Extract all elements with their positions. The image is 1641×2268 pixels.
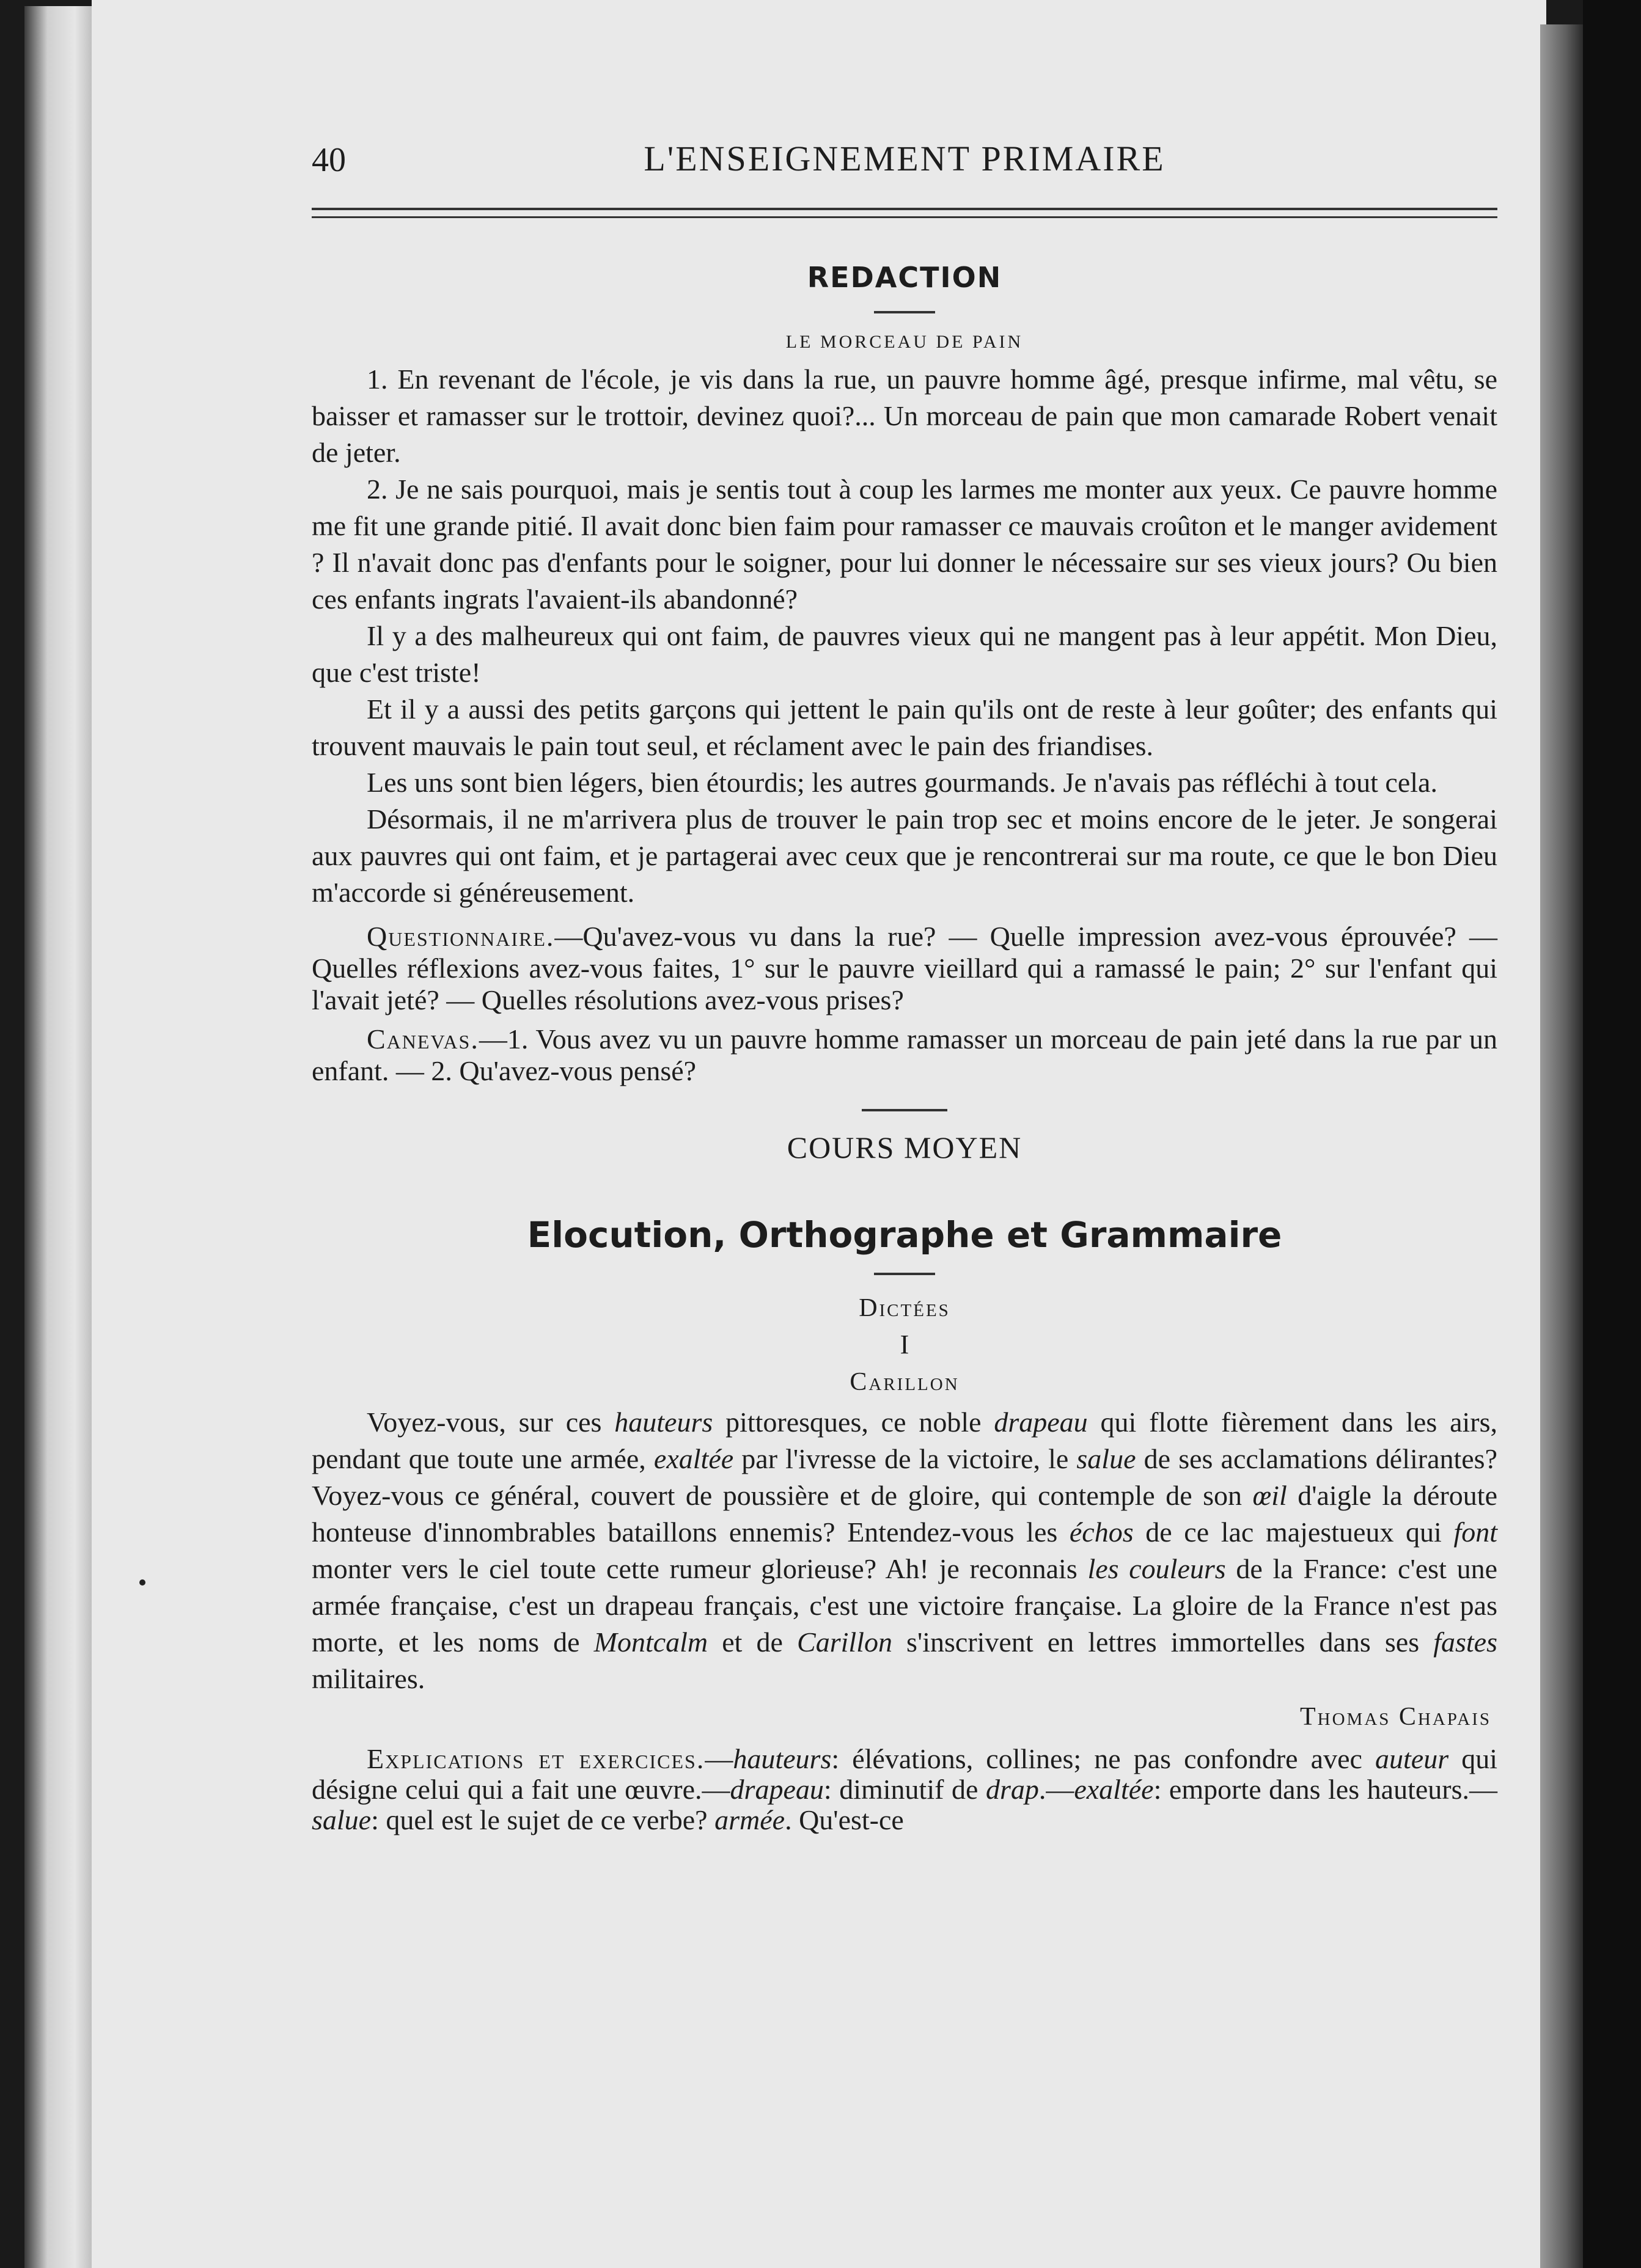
questionnaire-text: —Qu'avez-vous vu dans la rue? — Quelle impression avez-vous éprouvée? — Quelles réflexions avez-vous faites, 1° sur le pauvre vieillard qui a ramassé le pain; 2° sur l'enfant qui l'avait jeté? — Quelles résolutions avez-vous prises? bbox=[312, 921, 1497, 1015]
text-run: d'aigle la déroute honteuse d'innombrables bataillons ennemis? Entendez-vous les bbox=[312, 1480, 1497, 1548]
dictees-label: Dictées bbox=[859, 1294, 950, 1322]
emphasis: Montcalm bbox=[593, 1626, 708, 1658]
page-gutter-shadow bbox=[1540, 24, 1583, 2268]
ink-speck bbox=[139, 1579, 145, 1586]
emphasis: font bbox=[1453, 1516, 1498, 1548]
emphasis: échos bbox=[1069, 1516, 1134, 1548]
paragraph: Et il y a aussi des petits garçons qui jettent le pain qu'ils ont de reste à leur goûter; des enfants qui trouvent mauvais le pain tout seul, et réclament avec le pain des friandises. bbox=[312, 693, 1497, 761]
divider bbox=[874, 311, 935, 313]
emphasis: les couleurs bbox=[1087, 1553, 1226, 1584]
canevas-label: Canevas. bbox=[367, 1023, 479, 1055]
dictee-title: Carillon bbox=[850, 1368, 960, 1396]
text-run: — bbox=[705, 1743, 733, 1774]
canevas bbox=[312, 1023, 1497, 1087]
canevas-text: —1. Vous avez vu un pauvre homme ramasser un morceau de pain jeté dans la rue par un enfant. — 2. Qu'avez-vous pensé? bbox=[312, 1023, 1497, 1086]
page-content bbox=[312, 128, 1497, 1835]
paragraph: 2. Je ne sais pourquoi, mais je sentis tout à coup les larmes me monter aux yeux. Ce pauvre homme me fit une grande pitié. Il avait donc bien faim pour ramasser ce mauvais croûton et le manger avidement ? Il n'avait donc pas d'enfants pour le soigner, pour lui donner le nécessaire sur ses vieux jours? Ou bien ces enfants ingrats l'avaient-ils abandonné? bbox=[312, 474, 1497, 615]
emphasis: armée bbox=[714, 1804, 785, 1835]
text-run: et de bbox=[708, 1626, 798, 1658]
emphasis: exaltée bbox=[653, 1443, 734, 1474]
paragraph: 1. En revenant de l'école, je vis dans la rue, un pauvre homme âgé, presque infirme, mal vêtu, se baisser et ramasser sur le trottoir, devinez quoi?... Un morceau de pain que mon camarade Robert venait de jeter. bbox=[312, 364, 1497, 468]
divider bbox=[862, 1109, 947, 1111]
emphasis: drap bbox=[985, 1774, 1039, 1805]
text-run: pittoresques, ce noble bbox=[713, 1407, 994, 1438]
redaction-body bbox=[312, 361, 1497, 1087]
dictee-text bbox=[312, 1404, 1497, 1697]
text-run: : diminutif de bbox=[823, 1774, 986, 1805]
paragraph: Désormais, il ne m'arrivera plus de trouver le pain trop sec et moins encore de le jeter. Je songerai aux pauvres qui ont faim, et je partagerai avec ceux que je rencontrerai sur ma route, ce que le bon Dieu m'accorde si généreusement. bbox=[312, 803, 1497, 908]
emphasis: œil bbox=[1252, 1480, 1287, 1511]
subject-title: Elocution, Orthographe et Grammaire bbox=[527, 1214, 1282, 1256]
emphasis: auteur bbox=[1375, 1743, 1449, 1774]
explications bbox=[312, 1744, 1497, 1835]
text-run: : élévations, collines; ne pas confondre avec bbox=[831, 1743, 1376, 1774]
text-run: de ses acclamations délirantes? Voyez-vous ce général, couvert de poussière et de gloire, qui contemple de son bbox=[312, 1443, 1497, 1511]
emphasis: hauteurs bbox=[614, 1407, 713, 1438]
emphasis: salue bbox=[312, 1804, 372, 1835]
journal-title: L'ENSEIGNEMENT PRIMAIRE bbox=[644, 139, 1166, 178]
questionnaire bbox=[312, 921, 1497, 1016]
page-number: 40 bbox=[312, 141, 346, 179]
emphasis: exaltée bbox=[1074, 1774, 1154, 1805]
section-title-redaction: REDACTION bbox=[807, 261, 1002, 294]
paragraph: Il y a des malheureux qui ont faim, de pauvres vieux qui ne mangent pas à leur appétit. Mon Dieu, que c'est triste! bbox=[312, 620, 1497, 688]
emphasis: fastes bbox=[1433, 1626, 1497, 1658]
text-run: Voyez-vous, sur ces bbox=[367, 1407, 615, 1438]
emphasis: salue bbox=[1076, 1443, 1136, 1474]
divider bbox=[874, 1273, 935, 1275]
text-run: de ce lac majestueux qui bbox=[1133, 1516, 1454, 1548]
paragraph: Les uns sont bien légers, bien étourdis; les autres gourmands. Je n'avais pas réfléchi à tout cela. bbox=[367, 767, 1437, 798]
running-head bbox=[312, 128, 1497, 189]
emphasis: hauteurs bbox=[733, 1743, 832, 1774]
text-run: militaires. bbox=[312, 1663, 425, 1694]
course-title: COURS MOYEN bbox=[787, 1130, 1022, 1165]
questionnaire-label: Questionnaire. bbox=[367, 921, 555, 952]
piece-title: LE MORCEAU DE PAIN bbox=[785, 332, 1024, 352]
emphasis: Carillon bbox=[797, 1626, 892, 1658]
text-run: s'inscrivent en lettres immortelles dans ses bbox=[892, 1626, 1434, 1658]
emphasis: drapeau bbox=[730, 1774, 824, 1805]
text-run: .— bbox=[1038, 1774, 1074, 1805]
text-run: par l'ivresse de la victoire, le bbox=[733, 1443, 1077, 1474]
text-run: qui désigne celui qui a fait une œuvre.— bbox=[312, 1743, 1498, 1805]
dictee-number: I bbox=[900, 1330, 909, 1359]
text-run: qui flotte fièrement dans les airs, pendant que toute une armée, bbox=[312, 1407, 1497, 1474]
explications-label: Explications et exercices. bbox=[367, 1743, 705, 1774]
text-run: : quel est le sujet de ce verbe? bbox=[371, 1804, 715, 1835]
header-rule bbox=[312, 208, 1497, 218]
text-run: : emporte dans les hauteurs.— bbox=[1153, 1774, 1498, 1805]
scan-background bbox=[1583, 0, 1641, 2268]
text-run: . Qu'est-ce bbox=[785, 1804, 904, 1835]
text-run: monter vers le ciel toute cette rumeur glorieuse? Ah! je reconnais bbox=[312, 1553, 1088, 1584]
author-signature: Thomas Chapais bbox=[1300, 1703, 1491, 1731]
text-run: de la France: c'est une armée française, c'est un drapeau français, c'est une victoire française. La gloire de la France n'est pas morte, et les noms de bbox=[312, 1553, 1497, 1658]
emphasis: drapeau bbox=[994, 1407, 1088, 1438]
